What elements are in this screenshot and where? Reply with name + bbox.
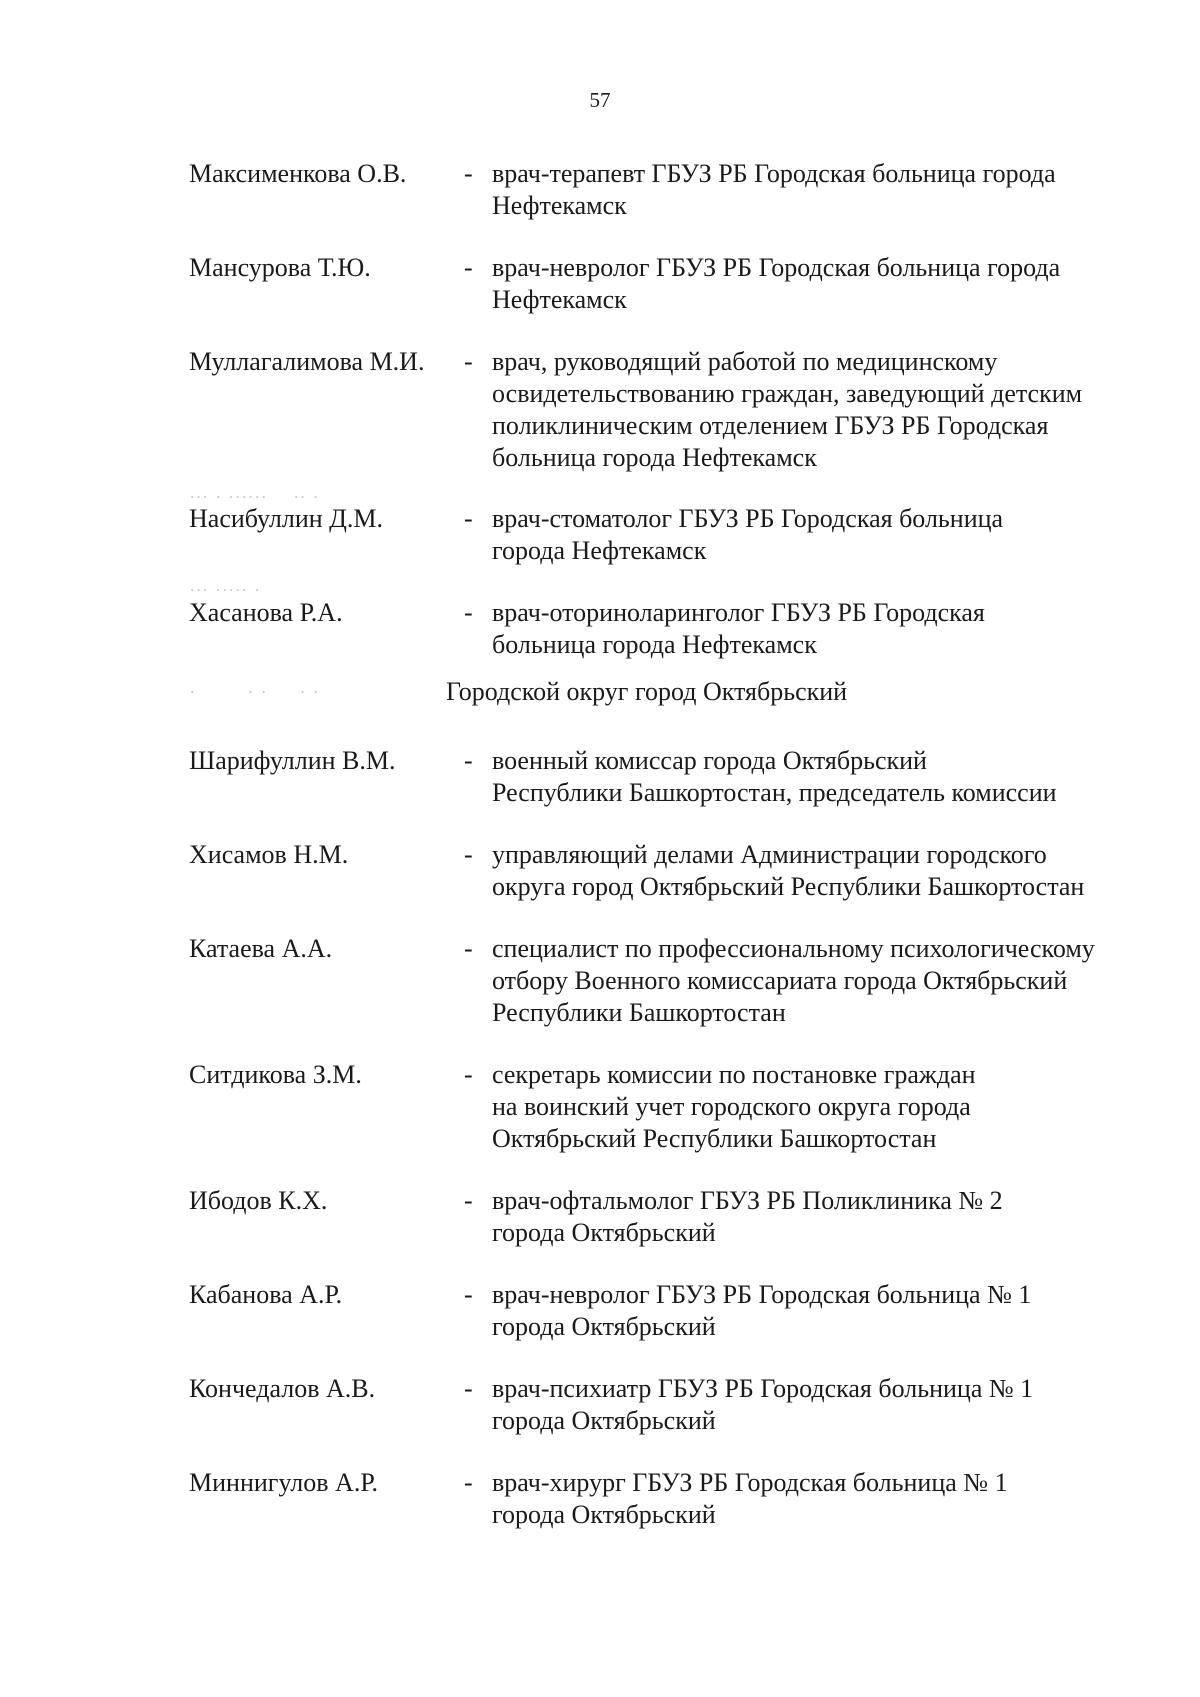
position-line: врач-оториноларинголог ГБУЗ РБ Городская xyxy=(492,598,985,627)
scan-artifact: ∙∙∙ ∙∙∙∙∙ ∙ xyxy=(190,580,262,600)
entry-dash: - xyxy=(464,840,473,869)
position-line: больница города Нефтекамск xyxy=(492,443,817,472)
position-line: врач, руководящий работой по медицинскому xyxy=(492,347,998,376)
position-line: врач-хирург ГБУЗ РБ Городская больница № 1 xyxy=(492,1468,1008,1497)
position-line: Нефтекамск xyxy=(492,191,627,220)
position-line: специалист по профессиональному психологическому xyxy=(492,934,1095,963)
entry-dash: - xyxy=(464,1280,473,1309)
entry-dash: - xyxy=(464,1468,473,1497)
member-name: Ситдикова З.М. xyxy=(189,1060,362,1089)
position-line: Республики Башкортостан xyxy=(492,998,786,1027)
entry-dash: - xyxy=(464,1060,473,1089)
position-line: военный комиссар города Октябрьский xyxy=(492,746,927,775)
position-line: Октябрьский Республики Башкортостан xyxy=(492,1124,937,1153)
entry-dash: - xyxy=(464,347,473,376)
position-line: врач-невролог ГБУЗ РБ Городская больница города xyxy=(492,253,1061,282)
position-line: освидетельствованию граждан, заведующий детским xyxy=(492,379,1083,408)
member-name: Насибуллин Д.М. xyxy=(189,504,383,533)
position-line: поликлиническим отделением ГБУЗ РБ Городская xyxy=(492,411,1049,440)
position-line: Республики Башкортостан, председатель комиссии xyxy=(492,778,1057,807)
position-line: округа город Октябрьский Республики Башкортостан xyxy=(492,872,1085,901)
entry-dash: - xyxy=(464,159,473,188)
member-name: Хисамов Н.М. xyxy=(189,840,349,869)
member-name: Кончедалов А.В. xyxy=(189,1374,376,1403)
member-name: Шарифуллин В.М. xyxy=(189,746,396,775)
entry-dash: - xyxy=(464,598,473,627)
entry-dash: - xyxy=(464,1374,473,1403)
member-name: Миннигулов А.Р. xyxy=(189,1468,379,1497)
member-name: Катаева А.А. xyxy=(189,934,333,963)
position-line: на воинский учет городского округа города xyxy=(492,1092,971,1121)
scan-artifact: ∙ ∙ ∙ ∙ ∙ xyxy=(190,682,320,702)
position-line: отбору Военного комиссариата города Октябрьский xyxy=(492,966,1068,995)
position-line: Нефтекамск xyxy=(492,285,627,314)
member-name: Хасанова Р.А. xyxy=(189,598,343,627)
position-line: города Октябрьский xyxy=(492,1218,716,1247)
position-line: врач-психиатр ГБУЗ РБ Городская больница № 1 xyxy=(492,1374,1034,1403)
member-position xyxy=(492,252,1152,316)
member-position xyxy=(492,933,1152,1029)
position-line: города Нефтекамск xyxy=(492,536,707,565)
member-position xyxy=(492,503,1152,567)
position-line: города Октябрьский xyxy=(492,1406,716,1435)
position-line: врач-терапевт ГБУЗ РБ Городская больница города xyxy=(492,159,1056,188)
position-line: врач-стоматолог ГБУЗ РБ Городская больница xyxy=(492,504,1004,533)
position-line: секретарь комиссии по постановке граждан xyxy=(492,1060,976,1089)
position-line: больница города Нефтекамск xyxy=(492,630,817,659)
member-name: Мансурова Т.Ю. xyxy=(189,253,371,282)
member-name: Муллагалимова М.И. xyxy=(189,347,425,376)
entry-dash: - xyxy=(464,253,473,282)
section-heading: Городской округ город Октябрьский xyxy=(446,677,848,706)
member-position xyxy=(492,597,1152,661)
scan-artifact: ∙∙∙ ∙ ∙∙∙∙∙∙ ∙∙ ∙ xyxy=(190,487,320,507)
member-position xyxy=(492,839,1152,903)
position-line: врач-офтальмолог ГБУЗ РБ Поликлиника № 2 xyxy=(492,1186,1003,1215)
entry-dash: - xyxy=(464,504,473,533)
position-line: управляющий делами Администрации городского xyxy=(492,840,1047,869)
position-line: города Октябрьский xyxy=(492,1500,716,1529)
member-position xyxy=(492,346,1152,474)
member-position xyxy=(492,1279,1152,1343)
member-position xyxy=(492,1185,1152,1249)
member-position xyxy=(492,745,1152,809)
member-position xyxy=(492,1467,1152,1531)
entry-dash: - xyxy=(464,746,473,775)
member-name: Максименкова О.В. xyxy=(189,159,407,188)
member-position xyxy=(492,1373,1152,1437)
member-name: Ибодов К.Х. xyxy=(189,1186,328,1215)
member-name: Кабанова А.Р. xyxy=(189,1280,343,1309)
page-number: 57 xyxy=(589,88,611,112)
position-line: города Октябрьский xyxy=(492,1312,716,1341)
member-position xyxy=(492,1059,1152,1155)
entry-dash: - xyxy=(464,934,473,963)
position-line: врач-невролог ГБУЗ РБ Городская больница № 1 xyxy=(492,1280,1032,1309)
entry-dash: - xyxy=(464,1186,473,1215)
member-position xyxy=(492,158,1152,222)
